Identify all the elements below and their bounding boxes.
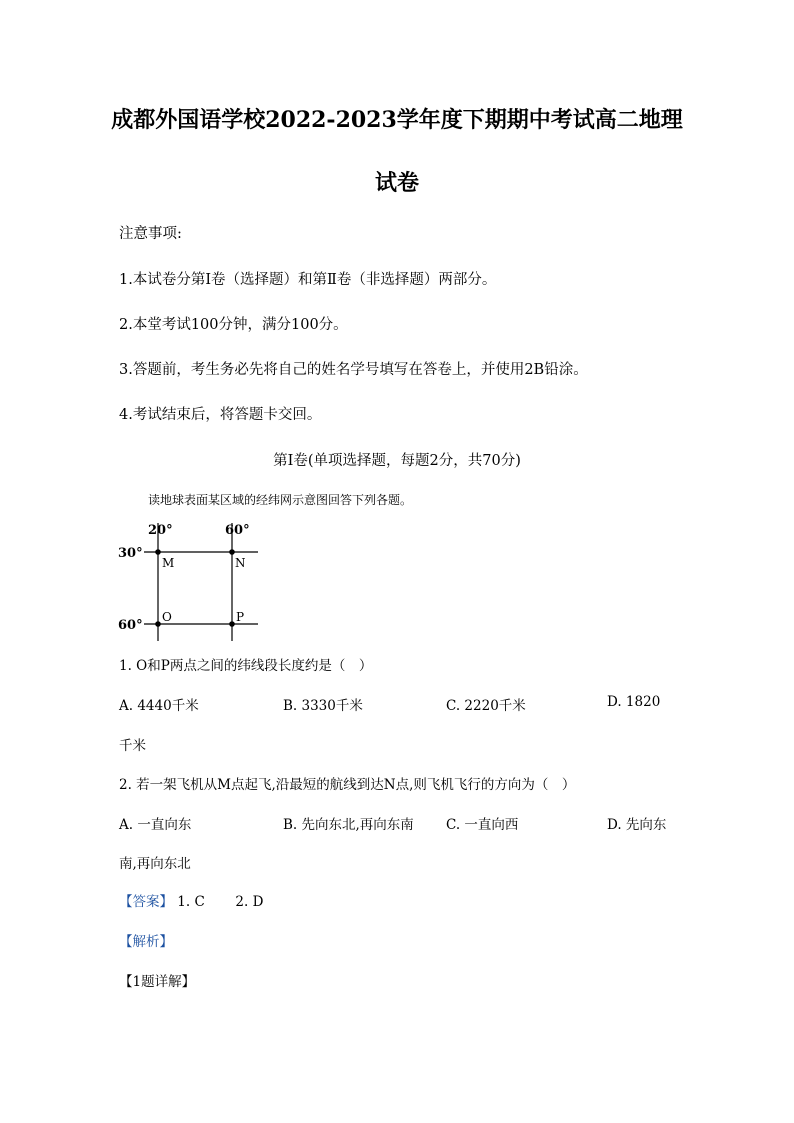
point-m-dot: [155, 549, 161, 555]
lon-label-20: 20°: [148, 523, 173, 538]
question-1-detail-heading: 【1题详解】: [119, 974, 196, 990]
notice-item-4: 4.考试结束后，将答题卡交回。: [119, 407, 322, 423]
notice-item-1: 1.本试卷分第Ⅰ卷（选择题）和第Ⅱ卷（非选择题）两部分。: [119, 272, 497, 288]
lat-label-60: 60°: [118, 618, 143, 633]
question-2-stem: 2. 若一架飞机从M点起飞,沿最短的航线到达N点,则飞机飞行的方向为（ ）: [119, 777, 576, 793]
section-title: 第Ⅰ卷(单项选择题，每题2分，共70分): [273, 453, 521, 469]
question-1-stem: 1. O和P两点之间的纬线段长度约是（ ）: [119, 658, 373, 674]
lon-label-60: 60°: [225, 523, 250, 538]
point-p-label: P: [236, 610, 245, 624]
notice-item-2: 2.本堂考试100分钟，满分100分。: [119, 317, 348, 333]
question-1-option-d-wrap: 千米: [119, 738, 146, 754]
question-2-option-d: D. 先向东: [607, 817, 667, 833]
question-1-option-c: C. 2220千米: [446, 698, 526, 714]
notice-heading: 注意事项:: [119, 226, 182, 242]
lat-label-30: 30°: [118, 546, 143, 561]
question-2-option-d-wrap: 南,再向东北: [119, 856, 191, 872]
point-n-dot: [229, 549, 235, 555]
question-intro: 读地球表面某区域的经纬网示意图回答下列各题。: [148, 493, 413, 507]
point-m-label: M: [162, 556, 175, 570]
question-2-option-b: B. 先向东北,再向东南: [283, 817, 414, 833]
latlon-grid-figure: [112, 515, 272, 645]
notice-item-3: 3.答题前，考生务必先将自己的姓名学号填写在答卷上，并使用2B铅涂。: [119, 362, 588, 378]
point-n-label: N: [235, 556, 246, 570]
question-2-option-c: C. 一直向西: [446, 817, 519, 833]
analysis-tag: 【解析】: [119, 934, 173, 950]
question-1-option-a: A. 4440千米: [119, 698, 199, 714]
answer-tag: 【答案】: [119, 894, 173, 910]
question-1-option-b: B. 3330千米: [283, 698, 363, 714]
point-p-dot: [229, 621, 235, 627]
exam-title-line1: 成都外国语学校2022-2023学年度下期期中考试高二地理: [111, 107, 683, 133]
point-o-dot: [155, 621, 161, 627]
exam-title-line2: 试卷: [374, 170, 419, 196]
answer-line: [119, 890, 263, 910]
answer-value-2: 2. D: [235, 894, 264, 910]
question-1-option-d: D. 1820: [607, 694, 661, 710]
answer-value-1: 1. C: [177, 894, 205, 910]
point-o-label: O: [162, 610, 172, 624]
question-2-option-a: A. 一直向东: [119, 817, 192, 833]
